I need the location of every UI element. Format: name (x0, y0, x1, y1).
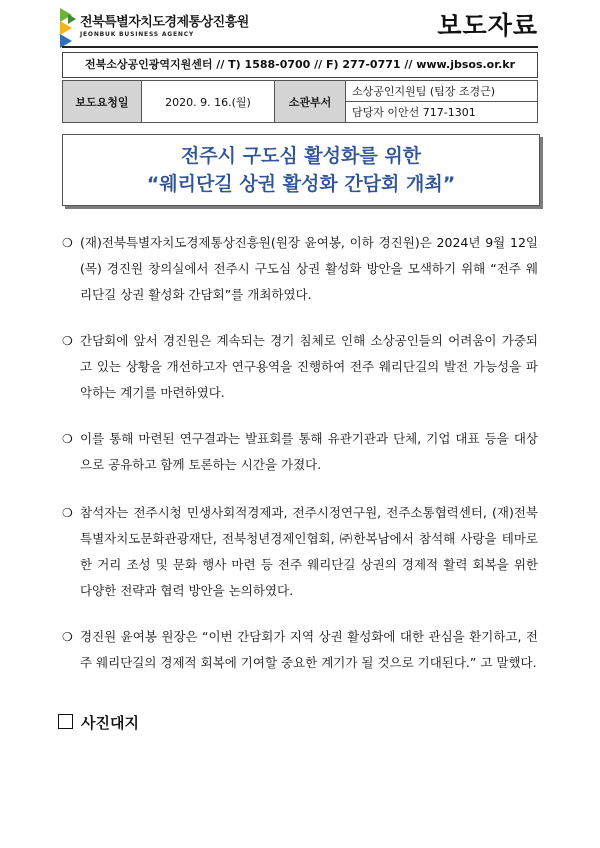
meta-table (62, 80, 538, 123)
circle-bullet-icon: ❍ (62, 630, 73, 644)
circle-bullet-icon: ❍ (62, 334, 73, 348)
headline-line-1: 전주시 구도심 활성화를 위한 (180, 145, 422, 167)
request-date-value: 2020. 9. 16.(월) (142, 81, 275, 123)
org-name-korean: 전북특별자치도경제통상진흥원 (80, 15, 249, 30)
circle-bullet-icon: ❍ (62, 432, 73, 446)
org-name-english: JEONBUK BUSINESS AGENCY (80, 31, 195, 38)
contact-info: 전북소상공인광역지원센터 // T) 1588-0700 // F) 277-0771 // www.jbsos.or.kr (62, 52, 538, 78)
paragraph-text: 이를 통해 마련된 연구결과는 발표회를 통해 유관기관과 단체, 기업 대표 등을 대상으로 공유하고 함께 토론하는 시간을 가졌다. (80, 431, 538, 472)
paragraph-text: 경진원 윤여봉 원장은 “이번 간담회가 지역 상권 활성화에 대한 관심을 환기하고, 전주 웨리단길의 경제적 회복에 기여할 중요한 계기가 될 것으로 기대된다.” 고 말했다. (80, 629, 538, 670)
circle-bullet-icon: ❍ (62, 506, 73, 520)
logo-mark-icon (58, 6, 78, 48)
paragraph-text: 간담회에 앞서 경진원은 계속되는 경기 침체로 인해 소상공인들의 어려움이 가중되고 있는 상황을 개선하고자 연구용역을 진행하여 전주 웨리단길의 발전 가능성을 파악하는 계기를 마련하였다. (80, 333, 538, 400)
photo-section-heading (58, 712, 139, 733)
checkbox-square-icon (58, 714, 73, 729)
body-paragraph (62, 230, 538, 308)
department-label: 소관부서 (275, 81, 346, 123)
body-paragraph (62, 500, 538, 604)
paragraph-text: 참석자는 전주시청 민생사회적경제과, 전주시정연구원, 전주소통협력센터, (재)전북특별자치도문화관광재단, 전북청년경제인협회, ㈜한복남에서 참석해 사랑을 테마로 한 거리 조성 및 문화 행사 마련 등 전주 웨리단길 상권의 경제적 활력 회복을 위한 다양한 전략과 협력 방안을 논의하였다. (80, 505, 538, 598)
document-type-title: 보도자료 (437, 11, 538, 40)
body-paragraph (62, 426, 538, 478)
header-divider (62, 46, 538, 48)
paragraph-text: (재)전북특별자치도경제통상진흥원(원장 윤여봉, 이하 경진원)은 2024년 9월 12일(목) 경진원 창의실에서 전주시 구도심 상권 활성화 방안을 모색하기 위해 “전주 웨리단길 상권 활성화 간담회”를 개최하였다. (80, 235, 538, 302)
circle-bullet-icon: ❍ (62, 236, 73, 250)
headline-line-2: “웨리단길 상권 활성화 간담회 개최” (146, 173, 456, 195)
department-contact: 담당자 이안선 717-1301 (346, 102, 538, 123)
photo-section-label: 사진대지 (81, 714, 139, 732)
headline-box (62, 134, 540, 206)
agency-logo (58, 6, 288, 48)
body-paragraph (62, 328, 538, 406)
department-team: 소상공인지원팀 (팀장 조경근) (346, 81, 538, 102)
request-date-label: 보도요청일 (63, 81, 142, 123)
body-paragraph (62, 624, 538, 676)
